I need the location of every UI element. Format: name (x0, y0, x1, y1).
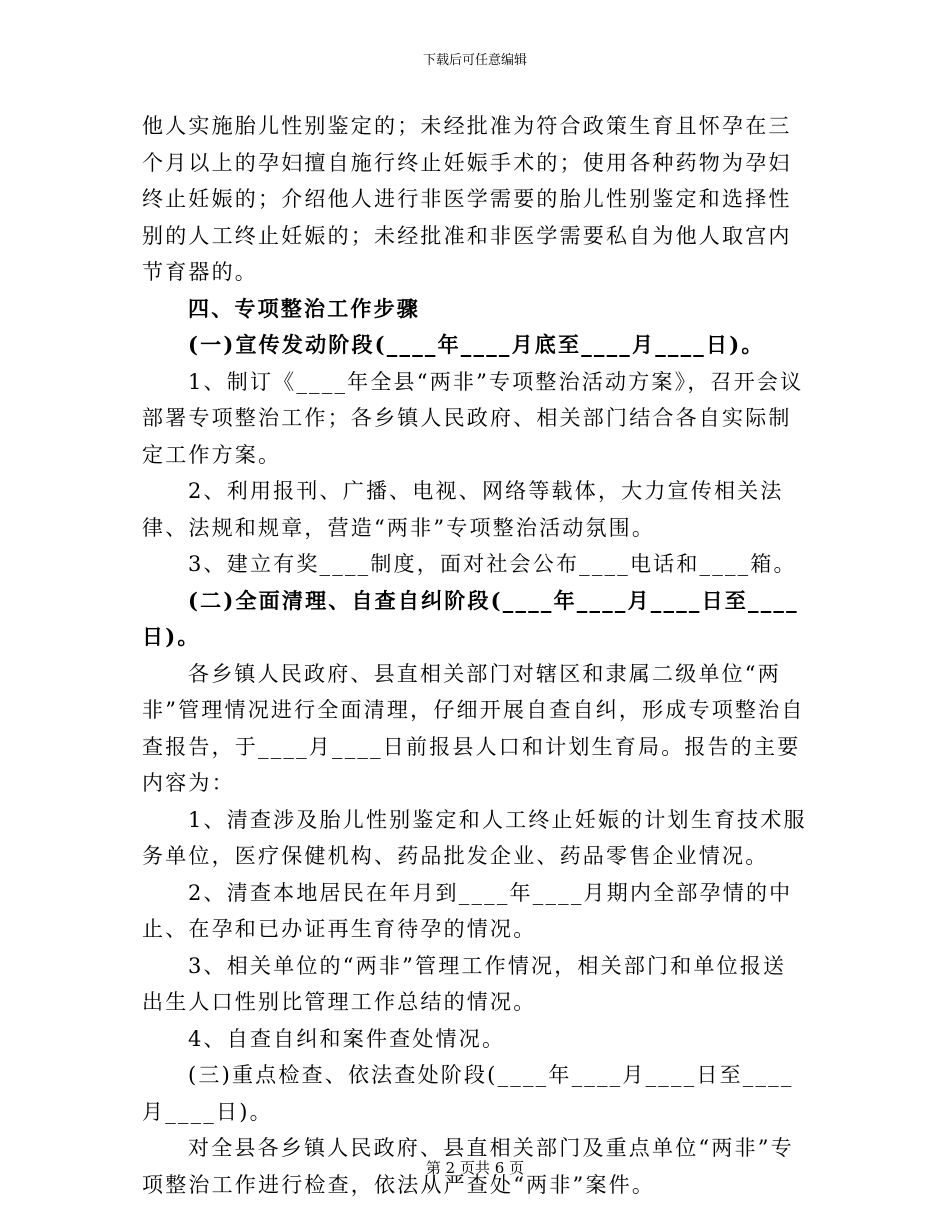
list-item-2-3: 3、相关单位的“两非”管理工作情况，相关部门和单位报送出生人口性别比管理工作总结的情况。 (142, 953, 787, 1014)
section-heading: 四、专项整治工作步骤 (188, 295, 420, 321)
subsection-heading-2: (二)全面清理、自查自纠阶段(____年____月____日至____日)。 (142, 587, 799, 649)
subsection-heading-1: (一)宣传发动阶段(____年____月底至____月____日)。 (188, 332, 765, 357)
list-item-2-2: 2、清查本地居民在年月到____年____月期内全部孕情的中止、在孕和已办证再生育待孕的情况。 (142, 880, 793, 941)
page-footer: 第 2 页共 6 页 (425, 1159, 525, 1177)
list-item-1-2: 2、利用报刊、广播、电视、网络等载体，大力宣传相关法律、法规和规章，营造“两非”专项整治活动氛围。 (142, 479, 784, 540)
list-item-2-1: 1、清查涉及胎儿性别鉴定和人工终止妊娠的计划生育技术服务单位，医疗保健机构、药品批发企业、药品零售企业情况。 (142, 807, 807, 868)
page-header: 下载后可任意编辑 (422, 53, 527, 68)
list-item-2-4: 4、自查自纠和案件查处情况。 (188, 1026, 506, 1051)
paragraph-body-3: 对全县各乡镇人民政府、县直相关部门及重点单位“两非”专项整治工作进行检查，依法从严查处“两非”案件。 (142, 1136, 794, 1197)
list-item-1-3: 3、建立有奖____制度，面对社会公布____电话和____箱。 (188, 552, 797, 576)
paragraph-continuation: 他人实施胎儿性别鉴定的；未经批准为符合政策生育且怀孕在三个月以上的孕妇擅自施行终止妊娠手术的；使用各种药物为孕妇终止妊娠的；介绍他人进行非医学需要的胎儿性别鉴定和选择性别的人工终止妊娠的；未经批准和非医学需要私自为他人取宫内节育器的。 (142, 114, 792, 284)
paragraph-body-2: 各乡镇人民政府、县直相关部门对辖区和隶属二级单位“两非”管理情况进行全面清理，仔细开展自查自纠，形成专项整治自查报告，于____月____日前报县人口和计划生育局。报告的主要内容为： (142, 661, 805, 795)
subsection-heading-3: (三)重点检查、依法查处阶段(____年____月____日至____月____日)。 (142, 1063, 794, 1124)
document-body (142, 108, 808, 1203)
list-item-1-1: 1、制订《____年全县“两非”专项整治活动方案》，召开会议部署专项整治工作；各乡镇人民政府、相关部门结合各自实际制定工作方案。 (142, 369, 804, 467)
